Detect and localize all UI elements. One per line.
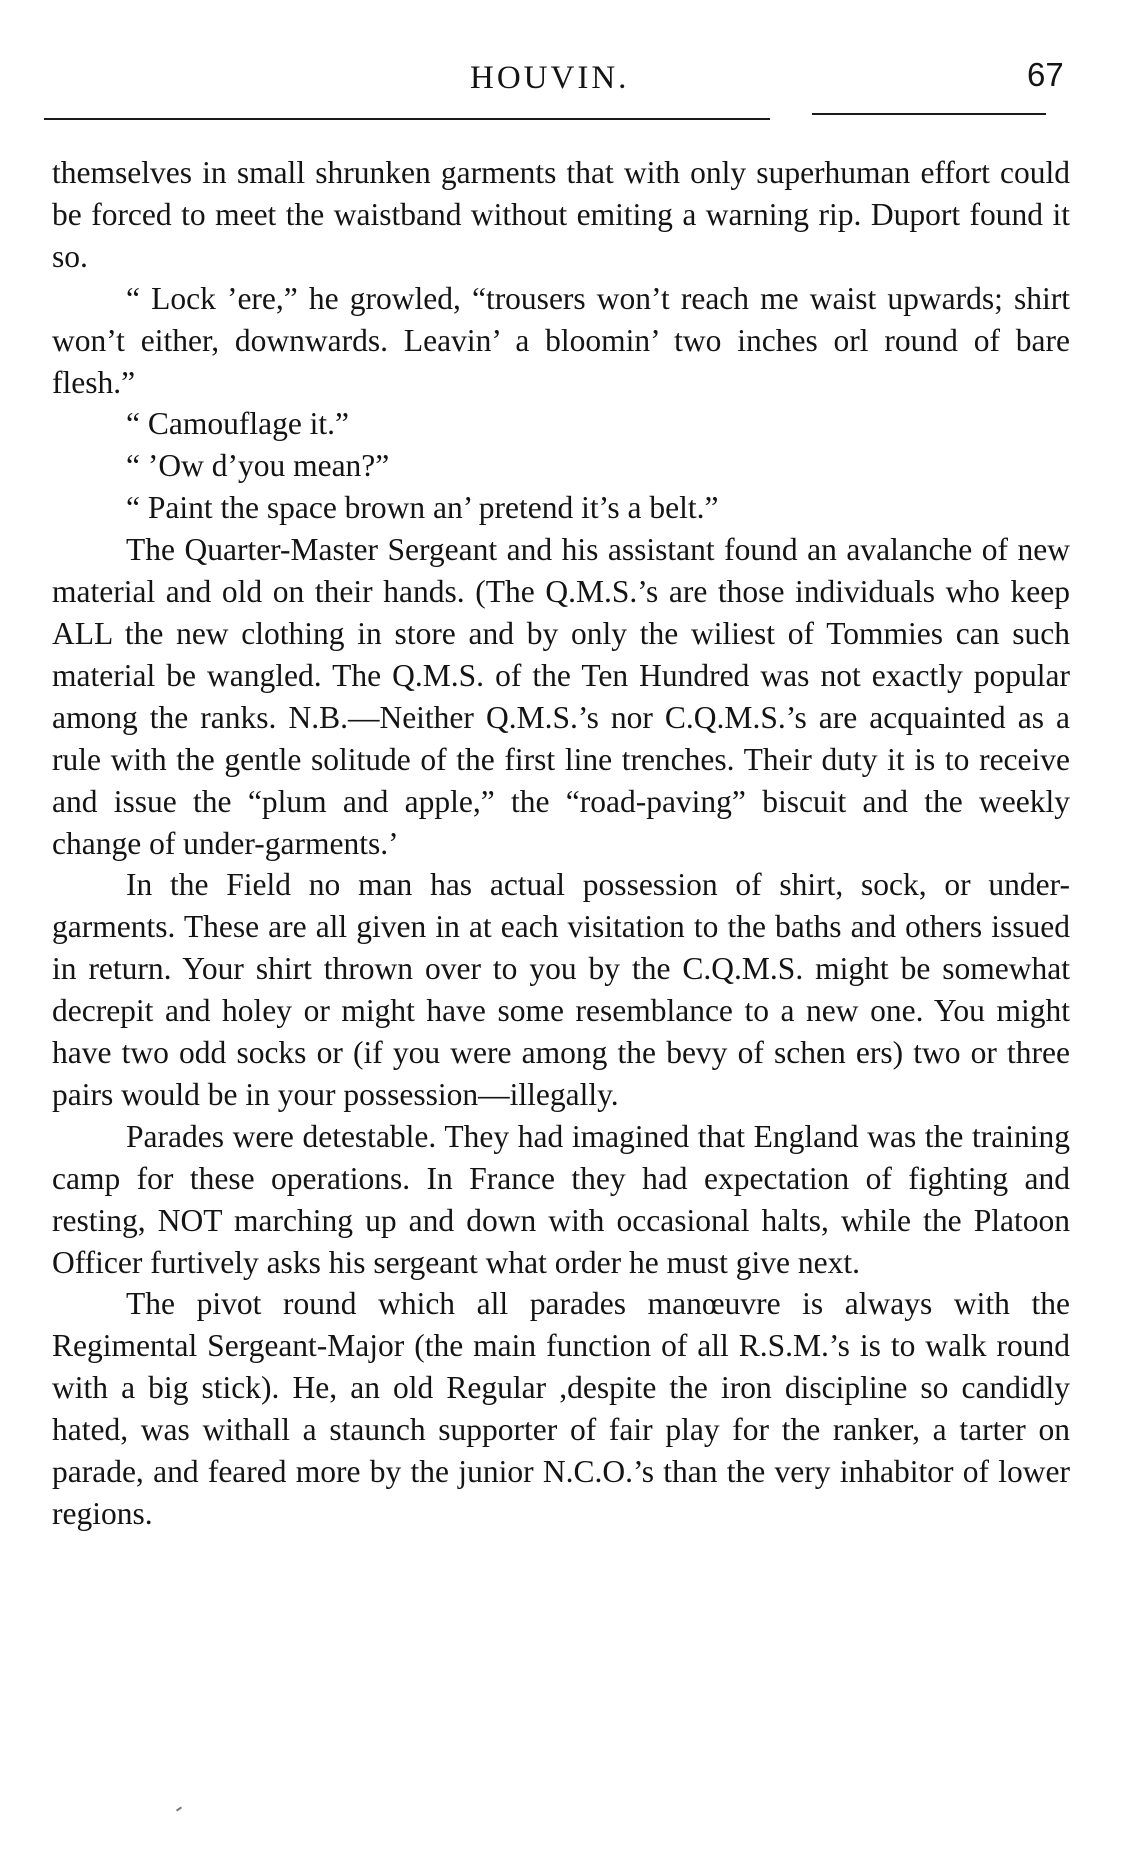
running-title: HOUVIN. — [470, 60, 630, 96]
paragraph: Parades were detestable. They had imagined that England was the training camp for these operations. In France they had expectation of fighting and resting, NOT marching up and down with occasional halts, while the Platoon Officer furtively asks his sergeant what order he must give next. — [52, 1118, 1070, 1280]
dialogue-line: “ Paint the space brown an’ pretend it’s a belt.” — [126, 490, 719, 526]
paragraph: The Quarter-Master Sergeant and his assistant found an avalanche of new material and old on their hands. (The Q.M.S.’s are those individuals who keep ALL the new clothing in store and by only the wiliest of Tommies can such material be wangled. The Q.M.S. of the Ten Hundred was not exactly popular among the ranks. N.B.—Neither Q.M.S.’s nor C.Q.M.S.’s are acquainted as a rule with the gentle solitude of the first line trenches. Their duty it is to receive and issue the “plum and apple,” the “road-paving” biscuit and the weekly change of under-garments.’ — [52, 532, 1070, 861]
body-text — [52, 152, 1070, 1535]
header-rule-left — [44, 118, 770, 120]
dialogue-line: “ ’Ow d’you mean?” — [126, 448, 390, 484]
paragraph-continued: themselves in small shrunken garments that with only superhuman effort could be forced to meet the waistband without emiting a warning rip. Duport found it so. — [52, 155, 1070, 274]
header-rule-right — [812, 113, 1046, 115]
paragraph: In the Field no man has actual possession of shirt, sock, or under-garments. These are all given in at each visitation to the baths and others issued in return. Your shirt thrown over to you by the C.Q.M.S. might be somewhat decrepit and holey or might have some resemblance to a new one. You might have two odd socks or (if you were among the bevy of schen ers) two or three pairs would be in your possession—illegally. — [52, 867, 1070, 1112]
dialogue-line: “ Lock ’ere,” he growled, “trousers won’t reach me waist upwards; shirt won’t either, downwards. Leavin’ a bloomin’ two inches orl round of bare flesh.” — [52, 280, 1070, 400]
paragraph: The pivot round which all parades manœuvre is always with the Regimental Sergeant-Major (the main function of all R.S.M.’s is to walk round with a big stick). He, an old Regular ,despite the iron discipline so candidly hated, was withall a staunch supporter of fair play for the ranker, a tarter on parade, and feared more by the junior N.C.O.’s than the very inhabitor of lower regions. — [52, 1286, 1070, 1531]
stray-ink-mark — [176, 1806, 182, 1811]
page-number: 67 — [1027, 56, 1064, 93]
dialogue-line: “ Camouflage it.” — [126, 406, 350, 442]
